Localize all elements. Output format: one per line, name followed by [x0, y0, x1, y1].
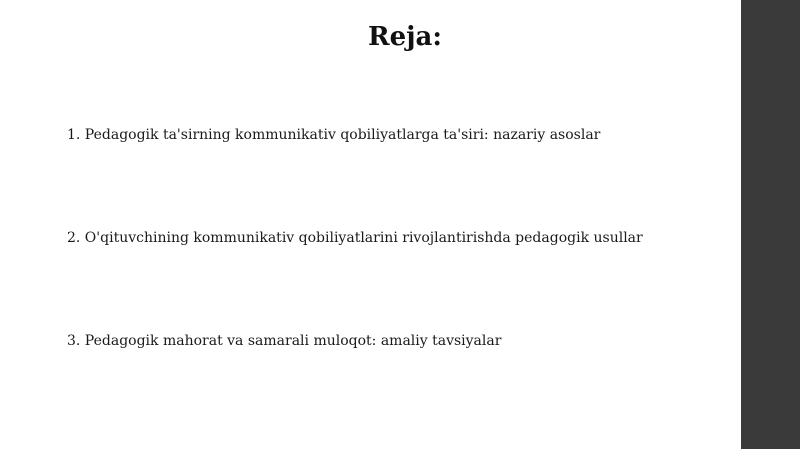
- plan-item-1: 1. Pedagogik ta'sirning kommunikativ qobiliyatlarga ta'siri: nazariy asoslar: [67, 127, 601, 143]
- slide-title: Reja:: [367, 22, 442, 52]
- plan-item-3: 3. Pedagogik mahorat va samarali muloqot: amaliy tavsiyalar: [67, 333, 502, 349]
- plan-item-2: 2. O'qituvchining kommunikativ qobiliyatlarini rivojlantirishda pedagogik usullar: [67, 230, 643, 246]
- side-panel: [741, 0, 800, 449]
